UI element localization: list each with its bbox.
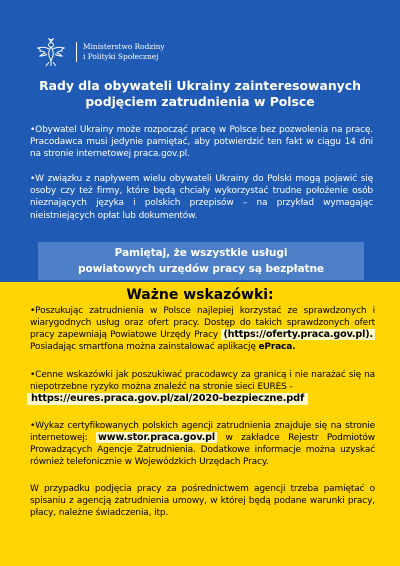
tip-4: W przypadku podjęcia pracy za pośrednictwem agencji trzeba pamiętać o spisaniu z agencją zatrudnienia umowy, w której będą podane warunki pracy, płacy, należne świadczenia, itp. — [30, 484, 375, 519]
ministry-name — [76, 42, 165, 62]
intro-paragraph-2: •W związku z napływem wielu obywateli Ukrainy do Polski mogą pojawić się osoby czy też firmy, które będą chciały wykorzystać trudne położenie osób nieznających języka i polskich przepisów – na przykład wymagając nieistniejących opłat lub dokumentów. — [30, 174, 373, 221]
top-blue-section — [0, 0, 400, 282]
intro-paragraph-1: •Obywatel Ukrainy może rozpocząć pracę w Polsce bez pozwolenia na pracę. Pracodawca musi jedynie pamiętać, aby potwierdzić ten fakt w ciągu 14 dni na stronie internetowej praca.gov.pl. — [30, 125, 373, 160]
tips-heading: Ważne wskazówki: — [126, 287, 274, 303]
epraca-app-name: ePraca. — [258, 342, 296, 353]
tip-3-tail: w zakładce Rejestr Podmiotów Prowadzących Agencje Zatrudnienia. Dodatkowe informacje można uzyskać również telefonicznie w Wojewódzkich Urzędach Pracy. — [30, 433, 375, 468]
tip-1-text: •Poszukując zatrudnienia w Polsce najlepiej korzystać ze sprawdzonych i wiarygodnych usług oraz ofert pracy. Dostęp do takich sprawdzonych ofert pracy zapewniają Powiatowe Urzędy Pracy — [30, 306, 375, 341]
tip-3 — [30, 420, 375, 468]
tip-1-tail: Posiadając smartfona można zainstalować aplikację — [30, 342, 256, 353]
ministry-line-1: Ministerstwo Rodziny — [83, 42, 165, 51]
polish-eagle-emblem-icon — [36, 36, 66, 68]
free-services-notice — [38, 242, 364, 280]
tip-2-text: •Cenne wskazówki jak poszukiwać pracodawcy za granicą i nie narażać się na niepotrzebne ryzyko można znaleźć na stronie sieci EURES - — [30, 370, 375, 393]
ministry-logo — [36, 36, 165, 68]
tip-2 — [30, 369, 375, 405]
eures-link[interactable]: https://eures.praca.gov.pl/zal/2020-bezpieczne.pdf — [27, 393, 308, 405]
ministry-line-2: i Polityki Społecznej — [83, 52, 159, 61]
notice-line-1: Pamiętaj, że wszystkie usługi — [114, 247, 288, 259]
tip-3-text: •Wykaz certyfikowanych polskich agencji zatrudnienia znajduje się na stronie internetowej: — [30, 421, 375, 444]
page-title — [20, 78, 380, 110]
title-line-1: Rady dla obywateli Ukrainy zainteresowanych — [39, 78, 361, 93]
oferty-link[interactable]: (https://oferty.praca.gov.pl). — [223, 329, 373, 341]
stor-link[interactable]: www.stor.praca.gov.pl — [98, 432, 216, 444]
notice-line-2: powiatowych urzędów pracy są bezpłatne — [78, 263, 324, 275]
title-line-2: podjęciem zatrudnienia w Polsce — [85, 94, 315, 109]
tip-1 — [30, 305, 375, 353]
